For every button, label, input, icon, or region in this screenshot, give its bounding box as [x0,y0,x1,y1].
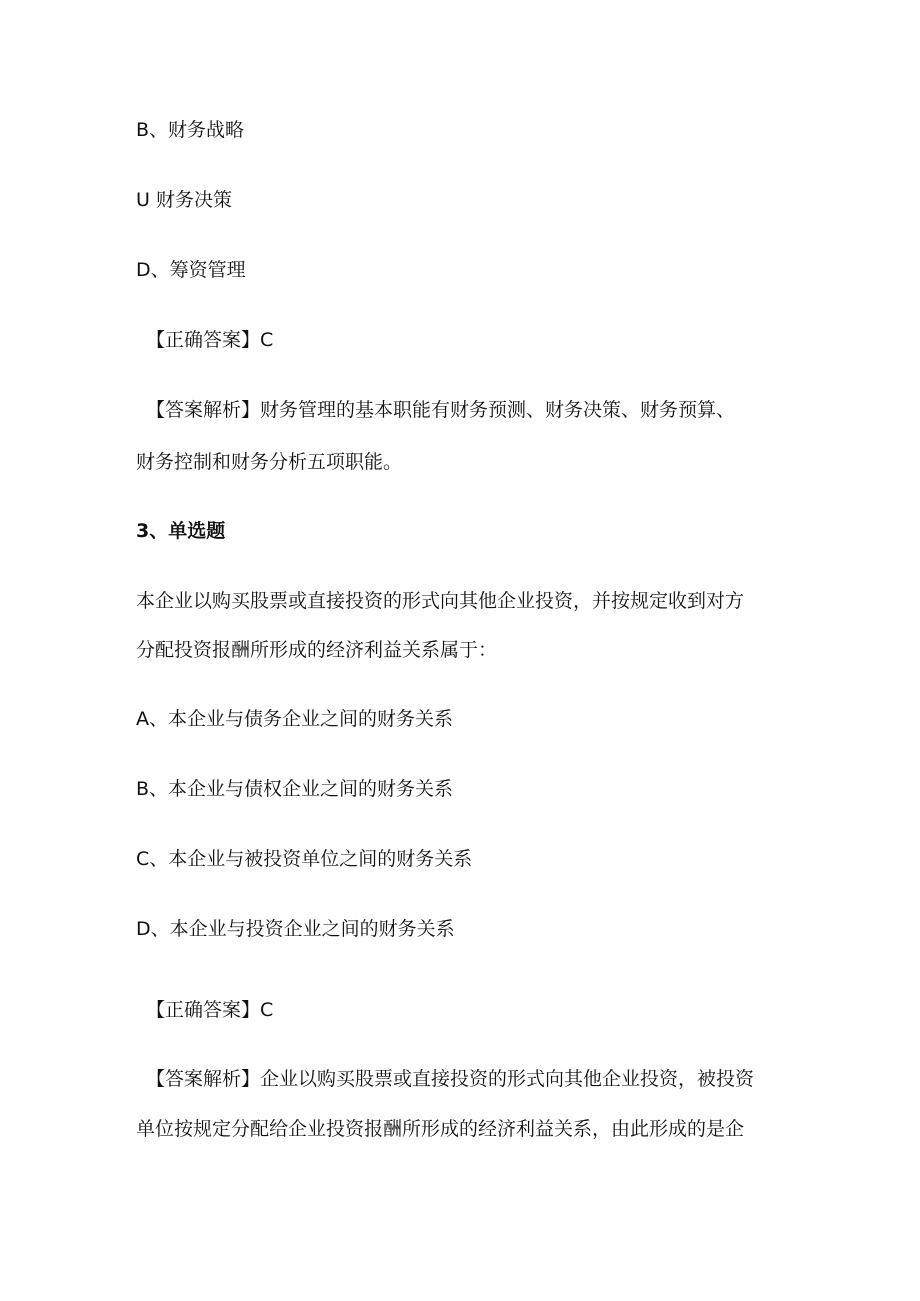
q3-option-c: C、本企业与被投资单位之间的财务关系 [136,848,473,870]
q3-option-d: D、本企业与投资企业之间的财务关系 [136,918,455,940]
q3-stem-line-1: 本企业以购买股票或直接投资的形式向其他企业投资，并按规定收到对方 [136,590,745,612]
q2-option-b: B、财务战略 [136,119,245,141]
q2-option-d: D、筹资管理 [136,259,246,281]
q3-analysis-line-1: 【答案解析】企业以购买股票或直接投资的形式向其他企业投资，被投资 [146,1068,755,1090]
q3-correct-answer: 【正确答案】C [146,999,274,1021]
q2-option-c: U 财务决策 [136,189,232,211]
q2-correct-answer: 【正确答案】C [146,329,274,351]
q3-analysis-line-2: 单位按规定分配给企业投资报酬所形成的经济利益关系，由此形成的是企 [136,1118,745,1140]
q3-option-a: A、本企业与债务企业之间的财务关系 [136,708,453,730]
q2-analysis-line-2: 财务控制和财务分析五项职能。 [136,451,403,473]
q2-analysis-line-1: 【答案解析】财务管理的基本职能有财务预测、财务决策、财务预算、 [146,399,736,421]
q3-heading: 3、单选题 [136,520,226,542]
q3-option-b: B、本企业与债权企业之间的财务关系 [136,778,454,800]
q3-stem-line-2: 分配投资报酬所形成的经济利益关系属于： [136,639,498,661]
